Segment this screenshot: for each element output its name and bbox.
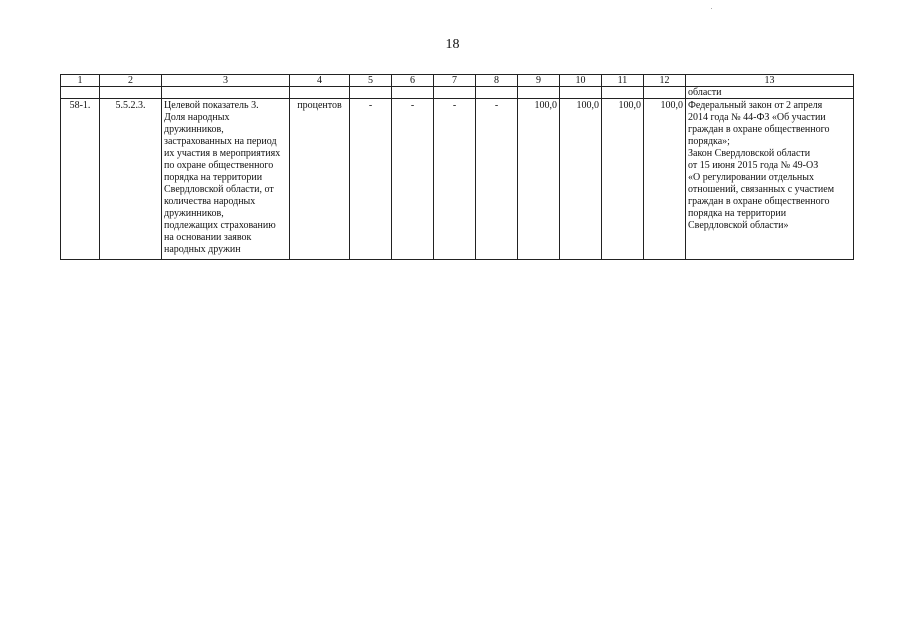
column-header: 4 (290, 75, 350, 87)
column-header: 5 (350, 75, 392, 87)
value-cell: - (476, 99, 518, 260)
value-cell: - (350, 99, 392, 260)
indicators-table (60, 74, 854, 260)
column-header: 6 (392, 75, 434, 87)
column-header: 11 (602, 75, 644, 87)
continuation-row (61, 87, 854, 99)
page-number: 18 (445, 37, 460, 52)
column-header: 3 (162, 75, 290, 87)
row-number: 58-1. (61, 99, 100, 260)
column-header: 8 (476, 75, 518, 87)
value-cell: - (392, 99, 434, 260)
column-header: 12 (644, 75, 686, 87)
column-header: 7 (434, 75, 476, 87)
value-cell: 100,0 (602, 99, 644, 260)
column-header: 10 (560, 75, 602, 87)
value-cell: - (434, 99, 476, 260)
column-header: 2 (100, 75, 162, 87)
column-number-row (61, 75, 854, 87)
value-cell: 100,0 (560, 99, 602, 260)
column-header: 9 (518, 75, 560, 87)
unit-of-measure: процентов (290, 99, 350, 260)
scan-speck (711, 8, 712, 9)
indicator-description: Целевой показатель 3. Доля народных дружинников, застрахованных на период их участия в мероприятиях по охране общественного порядка на территории Свердловской области, от количества народных дружинников, подлежащих страхованию на основании заявок народных дружин (162, 99, 290, 260)
continuation-text: области (686, 87, 854, 99)
table-row (61, 99, 854, 260)
legal-source: Федеральный закон от 2 апреля 2014 года № 44-ФЗ «Об участии граждан в охране общественного порядка»; Закон Свердловской области от 15 июня 2015 года № 49-ОЗ «О регулировании отдельных отношений, связанных с участием граждан в охране общественного порядка на территории Свердловской области» (686, 99, 854, 260)
row-code: 5.5.2.3. (100, 99, 162, 260)
value-cell: 100,0 (644, 99, 686, 260)
column-header: 13 (686, 75, 854, 87)
column-header: 1 (61, 75, 100, 87)
value-cell: 100,0 (518, 99, 560, 260)
